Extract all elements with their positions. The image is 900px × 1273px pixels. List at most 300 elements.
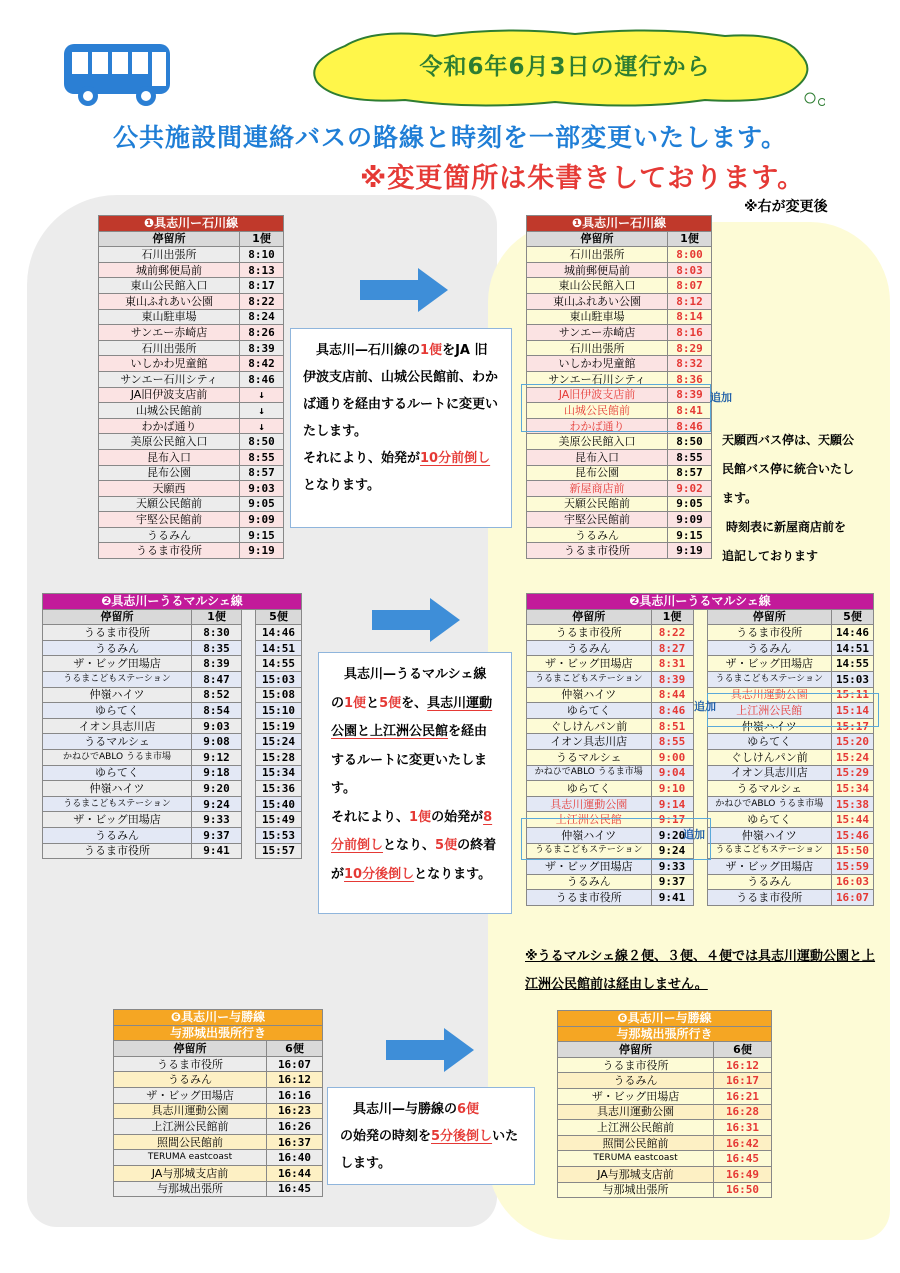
table-row (527, 640, 874, 656)
table-row (43, 625, 302, 641)
stop-time: 16:03 (832, 874, 874, 890)
table-row (527, 543, 712, 559)
table-row (43, 827, 302, 843)
col-time: 6便 (714, 1042, 772, 1058)
stop-name: 昆布入口 (527, 449, 668, 465)
stop-time: 14:51 (256, 640, 302, 656)
table-row (114, 1150, 323, 1166)
table-row (527, 656, 874, 672)
stop-time: 8:39 (240, 340, 284, 356)
stop-name: ザ・ビッグ田場店 (527, 859, 652, 875)
col-time-1: 1便 (651, 609, 693, 625)
added-tag: 追加 (683, 828, 705, 841)
stop-name: ザ・ビッグ田場店 (43, 656, 192, 672)
stop-time: 15:03 (832, 671, 874, 687)
table-row (527, 734, 874, 750)
col-stop: 停留所 (43, 609, 192, 625)
highlight-box (707, 693, 879, 727)
main-title: 公共施設間連絡バスの路線と時刻を一部変更いたします。 (112, 123, 787, 152)
stop-name: 石川出張所 (527, 340, 668, 356)
stop-name: JA与那城支店前 (114, 1165, 267, 1181)
stop-name: うるみん (43, 640, 192, 656)
stop-time: 8:17 (240, 278, 284, 294)
table-row (99, 434, 284, 450)
stop-time: 16:07 (267, 1056, 323, 1072)
stop-time: 8:13 (240, 262, 284, 278)
stop-name: ザ・ビッグ田場店 (558, 1088, 714, 1104)
stop-time: 9:37 (651, 874, 693, 890)
stop-name: サンエー石川シティ (99, 371, 240, 387)
stop-time: 9:05 (668, 496, 712, 512)
stop-time: 15:08 (256, 687, 302, 703)
stop-time: 15:24 (832, 749, 874, 765)
table-row (99, 293, 284, 309)
stop-time: 8:39 (192, 656, 242, 672)
stop-name: ザ・ビッグ田場店 (43, 812, 192, 828)
table-row (527, 512, 712, 528)
table-row (43, 656, 302, 672)
stop-time: 15:24 (256, 734, 302, 750)
stop-name: 天願公民館前 (99, 496, 240, 512)
stop-name: サンエー石川シティ (527, 371, 668, 387)
stop-name: 山城公民館前 (99, 403, 240, 419)
table-row (114, 1087, 323, 1103)
stop-time: 16:37 (267, 1134, 323, 1150)
stop-time: 15:03 (256, 671, 302, 687)
table-row (527, 325, 712, 341)
stop-name: 城前郵便局前 (99, 262, 240, 278)
col-stop: 停留所 (707, 609, 832, 625)
stop-time: 8:29 (668, 340, 712, 356)
stop-time: 8:30 (192, 625, 242, 641)
stop-name: うるマルシェ (707, 781, 832, 797)
stop-time: 9:15 (240, 527, 284, 543)
stop-time: 16:17 (714, 1073, 772, 1089)
stop-time: 9:33 (192, 812, 242, 828)
stop-time: 16:23 (267, 1103, 323, 1119)
table-title: ❻具志川ー与勝線 (114, 1010, 323, 1026)
stop-name: うるまこどもステーション (43, 671, 192, 687)
banner-text: 令和6年6月3日の運行から (419, 54, 711, 80)
stop-name: 上江洲公民館 (707, 703, 832, 719)
stop-name: ゆらてく (527, 781, 652, 797)
stop-name: 仲嶺ハイツ (43, 781, 192, 797)
col-stop: 停留所 (558, 1042, 714, 1058)
stop-name: 昆布公園 (527, 465, 668, 481)
stop-time: 15:19 (256, 718, 302, 734)
stop-time: 9:09 (240, 512, 284, 528)
stop-time: 9:24 (192, 796, 242, 812)
stop-time: 8:22 (651, 625, 693, 641)
stop-time: 14:46 (832, 625, 874, 641)
table-row (99, 465, 284, 481)
highlight-box (521, 384, 711, 432)
stop-time: 8:12 (668, 293, 712, 309)
stop-name: 具志川運動公園 (114, 1103, 267, 1119)
stop-name: 具志川運動公園 (558, 1104, 714, 1120)
stop-name: イオン具志川店 (707, 765, 832, 781)
table-row (527, 749, 874, 765)
stop-time: ↓ (240, 403, 284, 419)
stop-name: ゆらてく (527, 703, 652, 719)
table-row (99, 356, 284, 372)
stop-name: うるま市役所 (43, 843, 192, 859)
stop-time: 9:37 (192, 827, 242, 843)
table-row (43, 640, 302, 656)
stop-time: 9:08 (192, 734, 242, 750)
stop-time: 8:57 (668, 465, 712, 481)
col-time: 6便 (267, 1041, 323, 1057)
stop-name: 山城公民館前 (527, 403, 668, 419)
stop-time: 14:55 (832, 656, 874, 672)
table-row (527, 465, 712, 481)
stop-name: うるみん (558, 1073, 714, 1089)
stop-name: うるみん (43, 827, 192, 843)
table-row (99, 247, 284, 263)
stop-time: 16:49 (714, 1166, 772, 1182)
stop-time: 16:45 (267, 1181, 323, 1197)
stop-time: 15:59 (832, 859, 874, 875)
stop-name: ザ・ビッグ田場店 (707, 859, 832, 875)
stop-name: 東山公民館入口 (527, 278, 668, 294)
stop-time: 8:31 (651, 656, 693, 672)
stop-name: JA旧伊波支店前 (99, 387, 240, 403)
table-row (558, 1088, 772, 1104)
stop-time: 15:20 (832, 734, 874, 750)
table-row (527, 496, 712, 512)
stop-name: 仲嶺ハイツ (707, 718, 832, 734)
stop-name: うるまこどもステーション (707, 671, 832, 687)
stop-name: 昆布公園 (99, 465, 240, 481)
stop-time: 15:50 (832, 843, 874, 859)
stop-name: 仲嶺ハイツ (43, 687, 192, 703)
stop-time: 15:57 (256, 843, 302, 859)
stop-name: ザ・ビッグ田場店 (707, 656, 832, 672)
stop-name: 美原公民館入口 (527, 434, 668, 450)
stop-time: 16:28 (714, 1104, 772, 1120)
stop-time: 8:46 (651, 703, 693, 719)
stop-time: 8:41 (668, 403, 712, 419)
arrow-icon (372, 598, 460, 642)
stop-name: 城前郵便局前 (527, 262, 668, 278)
table-row (527, 781, 874, 797)
table-row (558, 1182, 772, 1198)
stop-time: 9:15 (668, 527, 712, 543)
stop-time: 9:18 (192, 765, 242, 781)
stop-time: 8:14 (668, 309, 712, 325)
stop-name: うるみん (707, 640, 832, 656)
stop-time: 9:24 (651, 843, 693, 859)
stop-time: 15:40 (256, 796, 302, 812)
col-stop: 停留所 (527, 609, 652, 625)
stop-time: 15:53 (256, 827, 302, 843)
stop-time: 8:55 (651, 734, 693, 750)
table-row (99, 371, 284, 387)
stop-time: 8:35 (192, 640, 242, 656)
change-note-1: 具志川—石川線の1便をJA 旧伊波支店前、山城公民館前、わかば通りを経由するルートに変更いたします。 それにより、始発が10分前倒しとなります。 (290, 328, 512, 528)
stop-name: 新屋商店前 (527, 481, 668, 497)
stop-time: 15:46 (832, 827, 874, 843)
stop-name: わかば通り (99, 418, 240, 434)
stop-time: 8:42 (240, 356, 284, 372)
stop-name: うるまこどもステーション (527, 843, 652, 859)
stop-name: うるみん (99, 527, 240, 543)
stop-time: 8:55 (668, 449, 712, 465)
table-row (99, 340, 284, 356)
table-row (527, 278, 712, 294)
stop-name: ゆらてく (707, 734, 832, 750)
stop-time: 8:27 (651, 640, 693, 656)
stop-time: 8:51 (651, 718, 693, 734)
table-row (99, 262, 284, 278)
stop-name: 石川出張所 (99, 340, 240, 356)
added-tag: 追加 (710, 391, 732, 404)
stop-time: 16:21 (714, 1088, 772, 1104)
stop-name: 美原公民館入口 (99, 434, 240, 450)
stop-name: いしかわ児童館 (527, 356, 668, 372)
stop-name: イオン具志川店 (527, 734, 652, 750)
table-row (43, 749, 302, 765)
stop-time: 9:20 (651, 827, 693, 843)
bus-icon (62, 42, 172, 108)
table-row (43, 781, 302, 797)
stop-name: うるマルシェ (527, 749, 652, 765)
stop-time: 8:32 (668, 356, 712, 372)
stop-name: うるま市役所 (527, 890, 652, 906)
timetable-l2 (42, 593, 302, 859)
table-row (99, 309, 284, 325)
col-stop: 停留所 (114, 1041, 267, 1057)
col-time-1: 1便 (192, 609, 242, 625)
table-row (43, 812, 302, 828)
table-row (114, 1072, 323, 1088)
stop-time: 15:44 (832, 812, 874, 828)
stop-time: 9:19 (240, 543, 284, 559)
stop-name: うるま市役所 (114, 1056, 267, 1072)
col-time-5: 5便 (832, 609, 874, 625)
table-row (527, 625, 874, 641)
stop-time: ↓ (240, 418, 284, 434)
footnote: ※うるマルシェ線２便、３便、４便では具志川運動公園と上江洲公民館前は経由しません。 (525, 949, 876, 992)
stop-time: 9:00 (651, 749, 693, 765)
stop-time: 14:46 (256, 625, 302, 641)
table-row (99, 496, 284, 512)
stop-time: 16:12 (714, 1057, 772, 1073)
stop-time: 14:51 (832, 640, 874, 656)
table-title: ❶具志川ー石川線 (99, 216, 284, 232)
stop-time: 9:20 (192, 781, 242, 797)
table-row (99, 512, 284, 528)
stop-name: うるま市役所 (99, 543, 240, 559)
stop-name: 東山駐車場 (527, 309, 668, 325)
stop-time: 16:07 (832, 890, 874, 906)
col-time: 1便 (668, 231, 712, 247)
stop-time: 8:24 (240, 309, 284, 325)
side-note-1: 天願西バス停は、天願公 民館バス停に統合いたし ます。 時刻表に新屋商店前を 追記しております (722, 433, 855, 563)
stop-time: 8:36 (668, 371, 712, 387)
table-row (99, 543, 284, 559)
table-title: ❻具志川ー与勝線 (558, 1011, 772, 1027)
stop-name: かねひでABLO うるま市場 (43, 749, 192, 765)
stop-time: 16:31 (714, 1120, 772, 1136)
stop-time: 16:50 (714, 1182, 772, 1198)
table-row (558, 1151, 772, 1167)
stop-name: 上江洲公民館 (527, 812, 652, 828)
stop-name: 昆布入口 (99, 449, 240, 465)
table-row (558, 1135, 772, 1151)
stop-name: うるみん (527, 527, 668, 543)
table-row (527, 890, 874, 906)
table-row (99, 449, 284, 465)
stop-time: 9:03 (240, 481, 284, 497)
stop-name: うるま市役所 (707, 890, 832, 906)
stop-time: 9:41 (651, 890, 693, 906)
stop-name: うるみん (707, 874, 832, 890)
stop-name: TERUMA eastcoast (114, 1150, 267, 1166)
stop-name: 宇堅公民館前 (527, 512, 668, 528)
stop-name: TERUMA eastcoast (558, 1151, 714, 1167)
table-title: ❷具志川ーうるマルシェ線 (527, 594, 874, 610)
table-row (43, 734, 302, 750)
stop-time: 15:29 (832, 765, 874, 781)
stop-name: ぐしけんパン前 (527, 718, 652, 734)
stop-name: 東山ふれあい公園 (99, 293, 240, 309)
stop-name: 仲嶺ハイツ (707, 827, 832, 843)
col-stop: 停留所 (527, 231, 668, 247)
stop-time: 9:17 (651, 812, 693, 828)
table-row (114, 1103, 323, 1119)
table-row (43, 703, 302, 719)
stop-time: 8:46 (668, 418, 712, 434)
stop-time: 15:10 (256, 703, 302, 719)
stop-name: うるみん (527, 874, 652, 890)
stop-name: ザ・ビッグ田場店 (527, 656, 652, 672)
table-row (99, 325, 284, 341)
table-subtitle: 与那城出張所行き (114, 1025, 323, 1041)
stop-name: イオン具志川店 (43, 718, 192, 734)
stop-name: 天願公民館前 (527, 496, 668, 512)
stop-time: 16:26 (267, 1119, 323, 1135)
table-row (527, 796, 874, 812)
stop-time: 16:45 (714, 1151, 772, 1167)
stop-name: 東山駐車場 (99, 309, 240, 325)
stop-name: 上江洲公民館前 (114, 1119, 267, 1135)
stop-name: うるま市役所 (527, 625, 652, 641)
table-row (527, 262, 712, 278)
stop-time: 8:47 (192, 671, 242, 687)
table-row (558, 1120, 772, 1136)
stop-time: 9:04 (651, 765, 693, 781)
stop-time: 8:50 (668, 434, 712, 450)
table-row (527, 527, 712, 543)
stop-name: 具志川運動公園 (707, 687, 832, 703)
stop-time: 9:12 (192, 749, 242, 765)
stop-name: 天願西 (99, 481, 240, 497)
table-row (114, 1119, 323, 1135)
stop-name: ゆらてく (43, 703, 192, 719)
stop-name: うるま市役所 (43, 625, 192, 641)
stop-time: 15:28 (256, 749, 302, 765)
stop-time: 8:26 (240, 325, 284, 341)
stop-name: うるまこどもステーション (527, 671, 652, 687)
col-time-5: 5便 (256, 609, 302, 625)
table-row (527, 340, 712, 356)
stop-name: かねひでABLO うるま市場 (707, 796, 832, 812)
table-row (43, 687, 302, 703)
stop-name: 仲嶺ハイツ (527, 827, 652, 843)
table-title: ❶具志川ー石川線 (527, 216, 712, 232)
stop-name: うるま市役所 (527, 543, 668, 559)
stop-name: 与那城出張所 (114, 1181, 267, 1197)
table-row (527, 765, 874, 781)
stop-name: わかば通り (527, 418, 668, 434)
stop-time: 8:00 (668, 247, 712, 263)
table-row (99, 527, 284, 543)
stop-name: JA与那城支店前 (558, 1166, 714, 1182)
stop-time: 8:57 (240, 465, 284, 481)
table-row (43, 718, 302, 734)
sub-title: ※変更箇所は朱書きしております。 (360, 163, 806, 194)
stop-time: 9:14 (651, 796, 693, 812)
stop-time: 9:19 (668, 543, 712, 559)
timetable-l3 (113, 1009, 323, 1197)
stop-name: うるみん (114, 1072, 267, 1088)
stop-time: 8:03 (668, 262, 712, 278)
table-row (558, 1104, 772, 1120)
stop-name: かねひでABLO うるま市場 (527, 765, 652, 781)
stop-name: ゆらてく (707, 812, 832, 828)
stop-name: うるマルシェ (43, 734, 192, 750)
change-note-3: 具志川—与勝線の6便 の始発の時刻を5分後倒しいたします。 (327, 1087, 535, 1185)
table-row (527, 356, 712, 372)
stop-time: 9:02 (668, 481, 712, 497)
stop-time: 15:14 (832, 703, 874, 719)
stop-name: うるまこどもステーション (707, 843, 832, 859)
stop-time: 8:39 (651, 671, 693, 687)
stop-name: 照間公民館前 (114, 1134, 267, 1150)
table-row (99, 387, 284, 403)
table-row (527, 859, 874, 875)
table-row (43, 671, 302, 687)
stop-time: 8:55 (240, 449, 284, 465)
table-row (99, 403, 284, 419)
stop-name: 照間公民館前 (558, 1135, 714, 1151)
table-row (114, 1134, 323, 1150)
stop-time: 16:44 (267, 1165, 323, 1181)
stop-name: うるま市役所 (707, 625, 832, 641)
stop-time: 9:10 (651, 781, 693, 797)
stop-time: 16:12 (267, 1072, 323, 1088)
stop-time: 16:40 (267, 1150, 323, 1166)
stop-time: ↓ (240, 387, 284, 403)
stop-name: ザ・ビッグ田場店 (114, 1087, 267, 1103)
stop-name: 東山ふれあい公園 (527, 293, 668, 309)
stop-time: 8:54 (192, 703, 242, 719)
stop-time: 8:50 (240, 434, 284, 450)
table-row (527, 247, 712, 263)
stop-time: 8:46 (240, 371, 284, 387)
stop-time: 9:09 (668, 512, 712, 528)
stop-name: ゆらてく (43, 765, 192, 781)
stop-time: 15:11 (832, 687, 874, 703)
table-row (527, 671, 874, 687)
stop-time: 15:34 (832, 781, 874, 797)
table-row (558, 1166, 772, 1182)
table-row (99, 418, 284, 434)
stop-name: サンエー赤崎店 (99, 325, 240, 341)
table-row (114, 1056, 323, 1072)
table-title: ❷具志川ーうるマルシェ線 (43, 594, 302, 610)
